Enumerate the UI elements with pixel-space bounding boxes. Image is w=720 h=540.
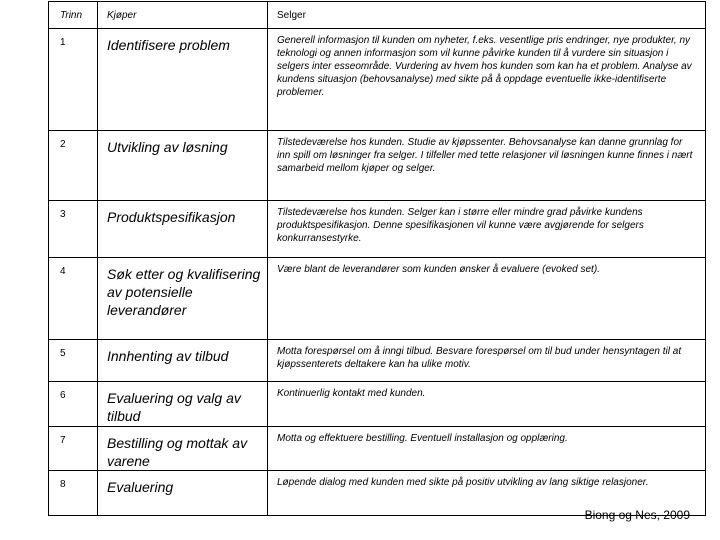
kjoper-cell: Søk etter og kvalifisering av potensielle leverandører bbox=[98, 258, 268, 340]
trinn-cell: 7 bbox=[49, 427, 98, 471]
header-selger: Selger bbox=[268, 2, 706, 29]
selger-cell: Være blant de leverandører som kunden ønsker å evaluere (evoked set). bbox=[268, 258, 706, 340]
kjoper-cell: Evaluering bbox=[98, 471, 268, 516]
buying-process-table bbox=[48, 1, 706, 516]
source-citation: Biong og Nes, 2009 bbox=[584, 508, 690, 522]
kjoper-cell: Identifisere problem bbox=[98, 29, 268, 131]
header-kjoper: Kjøper bbox=[98, 2, 268, 29]
trinn-cell: 8 bbox=[49, 471, 98, 516]
selger-cell: Kontinuerlig kontakt med kunden. bbox=[268, 382, 706, 427]
table-row bbox=[49, 201, 706, 258]
table-row bbox=[49, 131, 706, 201]
kjoper-cell: Utvikling av løsning bbox=[98, 131, 268, 201]
trinn-cell: 4 bbox=[49, 258, 98, 340]
trinn-cell: 1 bbox=[49, 29, 98, 131]
selger-cell: Tilstedeværelse hos kunden. Studie av kjøpssenter. Behovsanalyse kan danne grunnlag for inn spill om løsninger fra selger. I tilfeller med tette relasjoner vil løsningen kunne finnes i nært samarbeid mellom kjøper og selger. bbox=[268, 131, 706, 201]
table-header-row bbox=[49, 2, 706, 29]
trinn-cell: 6 bbox=[49, 382, 98, 427]
selger-cell: Tilstedeværelse hos kunden. Selger kan i større eller mindre grad påvirke kundens produktspesifikasjon. Denne spesifikasjonen vil kunne være avgjørende for selgers konkurransestyrke. bbox=[268, 201, 706, 258]
table-row bbox=[49, 340, 706, 382]
kjoper-cell: Innhenting av tilbud bbox=[98, 340, 268, 382]
table-row bbox=[49, 382, 706, 427]
table-row bbox=[49, 427, 706, 471]
table-row bbox=[49, 29, 706, 131]
kjoper-cell: Produktspesifikasjon bbox=[98, 201, 268, 258]
selger-cell: Generell informasjon til kunden om nyheter, f.eks. vesentlige pris endringer, nye produkter, ny teknologi og annen informasjon som vil kunne påvirke kunden til å vurdere sin situasjon i selgers inter esseområde. Vurdering av hvem hos kunden som kan ha et problem. Analyse av kundens situasjon (behovsanalyse) med sikte på å oppdage eventuelle ikke-identifiserte problemer. bbox=[268, 29, 706, 131]
table-row bbox=[49, 258, 706, 340]
selger-cell: Motta og effektuere bestilling. Eventuell installasjon og opplæring. bbox=[268, 427, 706, 471]
trinn-cell: 3 bbox=[49, 201, 98, 258]
kjoper-cell: Evaluering og valg av tilbud bbox=[98, 382, 268, 427]
selger-cell: Løpende dialog med kunden med sikte på positiv utvikling av lang siktige relasjoner. bbox=[268, 471, 706, 516]
trinn-cell: 5 bbox=[49, 340, 98, 382]
trinn-cell: 2 bbox=[49, 131, 98, 201]
kjoper-cell: Bestilling og mottak av varene bbox=[98, 427, 268, 471]
selger-cell: Motta forespørsel om å inngi tilbud. Besvare forespørsel om til bud under hensyntagen til at kjøpssenterets deltakere kan ha ulike motiv. bbox=[268, 340, 706, 382]
header-trinn: Trinn bbox=[49, 2, 98, 29]
